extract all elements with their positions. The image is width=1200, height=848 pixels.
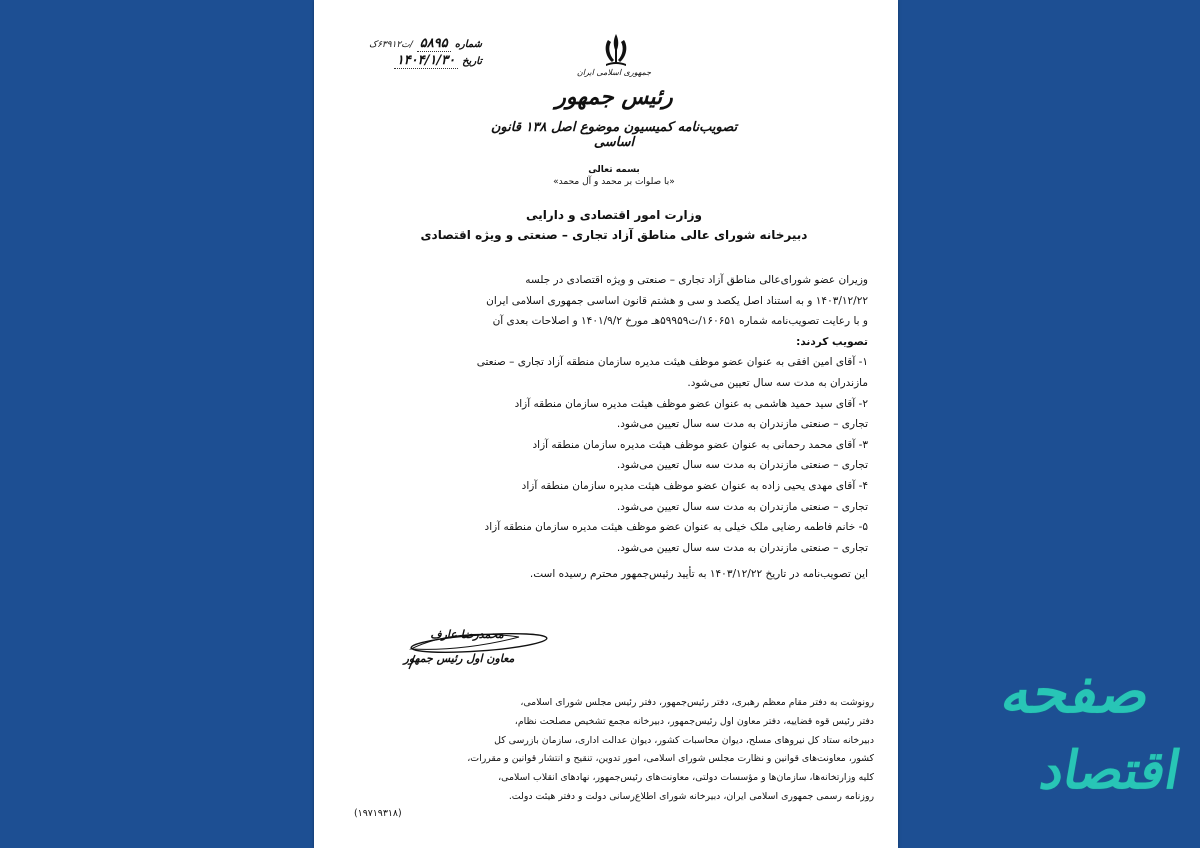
signer-title: معاون اول رئیس جمهور	[403, 652, 515, 665]
watermark-line-2: اقتصاد	[1035, 740, 1186, 801]
ref-number-label: شماره	[454, 39, 482, 50]
decree-item: ۳- آقای محمد رحمانی به عنوان عضو موظف هیئت مدیره سازمان منطقه آزاد	[532, 438, 868, 451]
safhe-eghtesad-watermark	[930, 648, 1190, 838]
ref-extra: /ت۶۳۹۱۲ک	[369, 40, 413, 50]
ref-date: ۱۴۰۴/۱/۳۰	[394, 53, 458, 69]
recipient-secretariat: دبیرخانه شورای عالی مناطق آزاد تجاری – صنعتی و ویژه اقتصادی	[420, 228, 808, 242]
decree-item: تجاری – صنعتی مازندران به مدت سه سال تعیین می‌شود.	[616, 541, 868, 554]
date-label: تاریخ	[462, 56, 482, 67]
decree-item: مازندران به مدت سه سال تعیین می‌شود.	[687, 376, 868, 389]
preamble-line: و با رعایت تصویب‌نامه شماره ۱۶۰۶۵۱/ت۵۹۹۵۹هـ مورخ ۱۴۰۱/۹/۲ و اصلاحات بعدی آن	[492, 315, 868, 328]
cc-line: دفتر رئیس قوه قضاییه، دفتر معاون اول رئیس‌جمهور، دبیرخانه مجمع تشخیص مصلحت نظام،	[514, 715, 874, 727]
decree-item: تجاری – صنعتی مازندران به مدت سه سال تعیین می‌شود.	[616, 500, 868, 513]
cc-line: کلیه وزارتخانه‌ها، سازمان‌ها و مؤسسات دولتی، معاونت‌های رئیس‌جمهور، نهادهای انقلاب اسلامی،	[498, 772, 874, 784]
decree-item: ۴- آقای مهدی یحیی زاده به عنوان عضو موظف هیئت مدیره سازمان منطقه آزاد	[521, 479, 868, 492]
document-page	[314, 0, 898, 848]
cc-line: روزنامه رسمی جمهوری اسلامی ایران، دبیرخانه شورای اطلاع‌رسانی دولت و دفتر هیئت دولت.	[508, 790, 874, 802]
cc-line: دبیرخانه ستاد کل نیروهای مسلح، دیوان محاسبات کشور، دیوان عدالت اداری، سازمان بازرسی کل	[494, 734, 874, 746]
recipient-ministry: وزارت امور اقتصادی و دارایی	[526, 208, 702, 222]
reference-date-row	[322, 53, 482, 70]
decree-item: ۱- آقای امین افقی به عنوان عضو موظف هیئت مدیره سازمان منطقه آزاد تجاری – صنعتی	[476, 356, 868, 369]
preamble-line: ۱۴۰۳/۱۲/۲۲ و به استناد اصل یکصد و سی و هشتم قانون اساسی جمهوری اسلامی ایران	[486, 294, 868, 307]
decree-item: تجاری – صنعتی مازندران به مدت سه سال تعیین می‌شود.	[616, 418, 868, 431]
reference-number-row	[322, 36, 482, 53]
country-name: جمهوری اسلامی ایران	[576, 68, 652, 77]
decree-item: تجاری – صنعتی مازندران به مدت سه سال تعیین می‌شود.	[616, 459, 868, 472]
cc-line: رونوشت به دفتر مقام معظم رهبری، دفتر رئیس‌جمهور، دفتر رئیس مجلس شورای اسلامی،	[520, 697, 874, 708]
reference-block	[322, 36, 482, 70]
office-title: رئیس جمهور	[555, 84, 673, 110]
ref-number: ۵۸۹۵	[417, 36, 451, 52]
bismillah: بسمه تعالی	[588, 165, 640, 175]
cc-line: کشور، معاونت‌های قوانین و نظارت مجلس شورای اسلامی، امور تدوین، تنقیح و انتشار قوانین و مقررات،	[467, 753, 874, 765]
commission-title: تصویب‌نامه کمیسیون موضوع اصل ۱۳۸ قانون اساسی	[490, 120, 738, 150]
decree-item: ۲- آقای سید حمید هاشمی به عنوان عضو موظف هیئت مدیره سازمان منطقه آزاد	[514, 397, 868, 410]
preamble-line: تصویب کردند:	[796, 335, 868, 348]
decree-body	[344, 270, 868, 558]
decree-item: ۵- خانم فاطمه رضایی ملک خیلی به عنوان عضو موظف هیئت مدیره سازمان منطقه آزاد	[484, 521, 868, 534]
iran-emblem-icon	[596, 30, 636, 70]
salawat: «با صلوات بر محمد و آل محمد»	[553, 177, 675, 187]
signer-name: محمدرضا عارف	[430, 628, 504, 641]
preamble-line: وزیران عضو شورای‌عالی مناطق آزاد تجاری – صنعتی و ویژه اقتصادی در جلسه	[525, 274, 868, 286]
approval-note: این تصویب‌نامه در تاریخ ۱۴۰۳/۱۲/۲۲ به تأیید رئیس‌جمهور محترم رسیده است.	[529, 568, 868, 580]
cc-code: (۱۹۷۱۹۳۱۸)	[354, 808, 402, 819]
cc-list	[354, 694, 874, 807]
watermark-line-1: صفحه	[996, 658, 1156, 726]
